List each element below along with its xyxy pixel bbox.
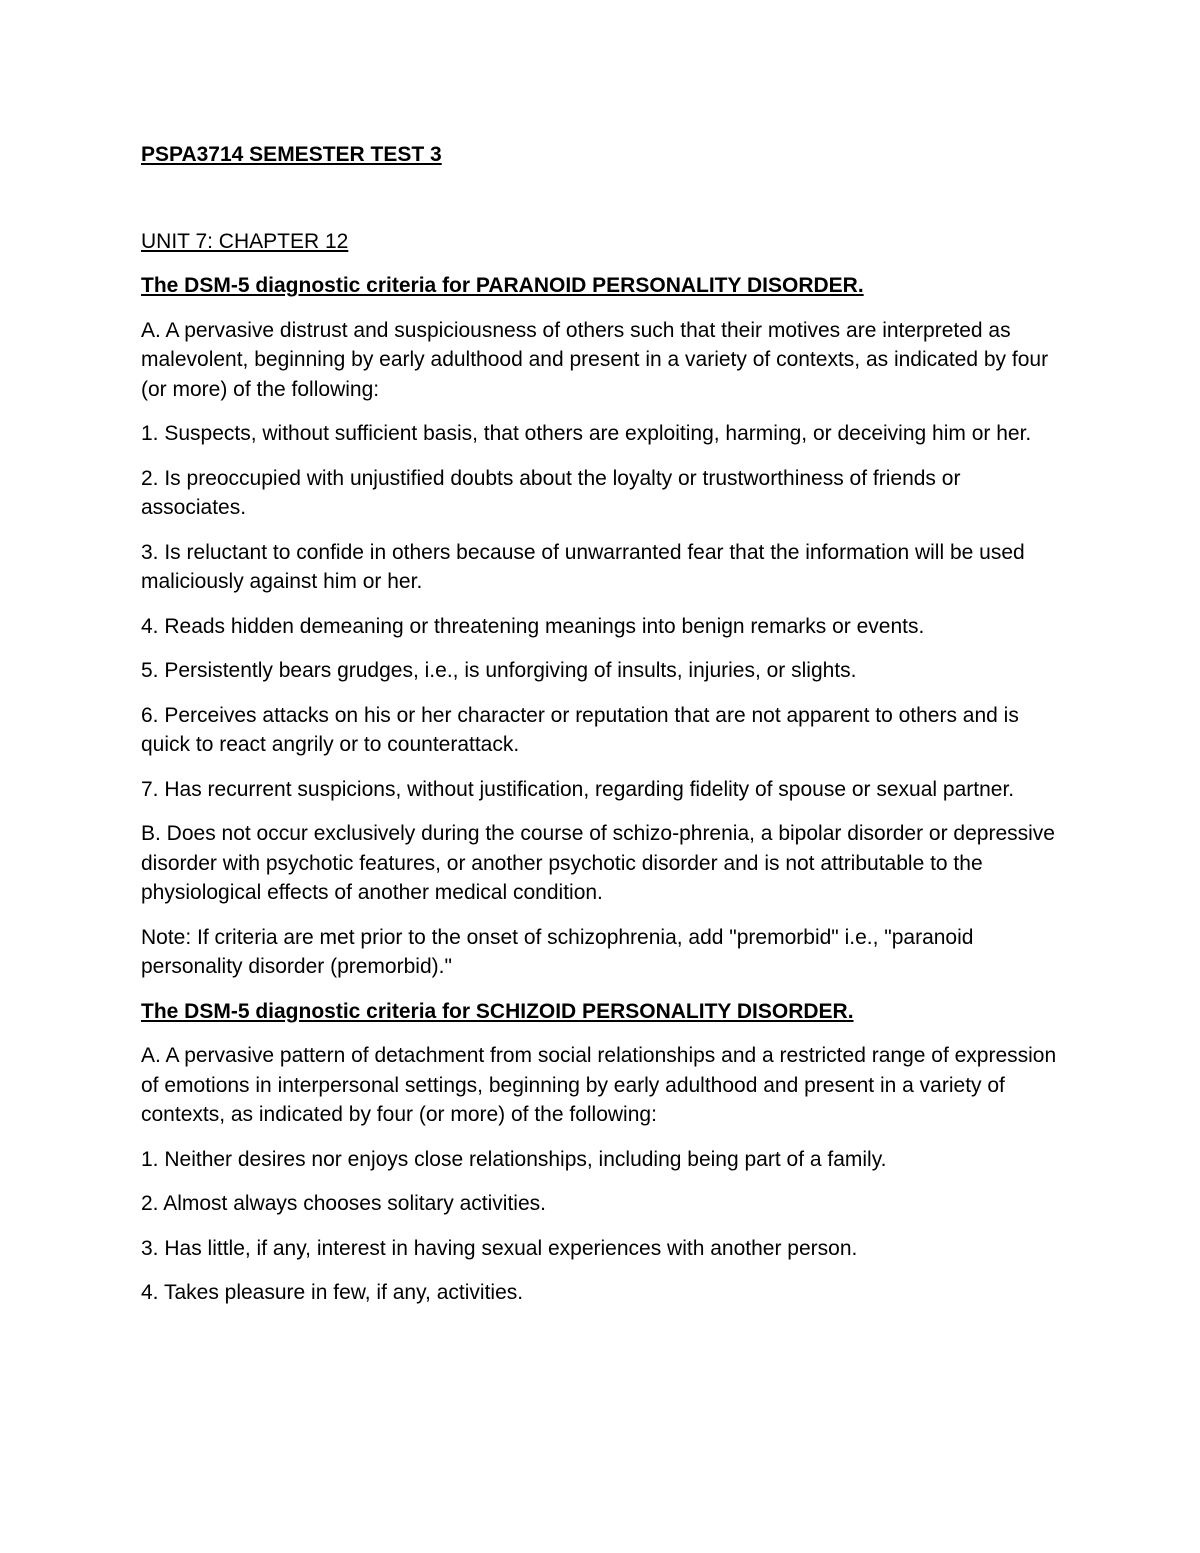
section-heading: The DSM-5 diagnostic criteria for SCHIZOID PERSONALITY DISORDER.: [141, 999, 854, 1023]
section-heading: The DSM-5 diagnostic criteria for PARANOID PERSONALITY DISORDER.: [141, 274, 864, 297]
criterion-item: 2. Almost always chooses solitary activities.: [141, 1192, 546, 1215]
section-schizoid: [141, 997, 1066, 1308]
criterion-b: B. Does not occur exclusively during the course of schizo-phrenia, a bipolar disorder or depressive disorder with psychotic features, or another psychotic disorder and is not attributable to the physiological effects of another medical condition.: [141, 822, 1055, 904]
criterion-item: 3. Has little, if any, interest in having sexual experiences with another person.: [141, 1236, 858, 1260]
criterion-a: A. A pervasive distrust and suspiciousness of others such that their motives are interpreted as malevolent, beginning by early adulthood and present in a variety of contexts, as indicated by four (or more) of the following:: [141, 318, 1049, 401]
criterion-item: 1. Neither desires nor enjoys close relationships, including being part of a family.: [141, 1147, 887, 1171]
document-page: [141, 140, 1066, 1323]
document-title: PSPA3714 SEMESTER TEST 3: [141, 143, 442, 166]
criterion-a: A. A pervasive pattern of detachment from social relationships and a restricted range of expression of emotions in interpersonal settings, beginning by early adulthood and present in a variety of contexts, as indicated by four (or more) of the following:: [141, 1044, 1057, 1126]
criterion-item: 2. Is preoccupied with unjustified doubts about the loyalty or trustworthiness of friends or associates.: [141, 466, 961, 519]
section-paranoid: [141, 271, 1066, 982]
criterion-item: 4. Takes pleasure in few, if any, activities.: [141, 1281, 524, 1304]
criterion-item: 6. Perceives attacks on his or her character or reputation that are not apparent to others and is quick to react angrily or to counterattack.: [141, 703, 1019, 756]
criterion-item: 5. Persistently bears grudges, i.e., is unforgiving of insults, injuries, or slights.: [141, 659, 857, 682]
criterion-item: 7. Has recurrent suspicions, without justification, regarding fidelity of spouse or sexual partner.: [141, 777, 1015, 801]
note: Note: If criteria are met prior to the onset of schizophrenia, add "premorbid" i.e., "paranoid personality disorder (premorbid).": [141, 925, 974, 978]
unit-heading: UNIT 7: CHAPTER 12: [141, 229, 349, 253]
criterion-item: 4. Reads hidden demeaning or threatening meanings into benign remarks or events.: [141, 614, 925, 638]
criterion-item: 1. Suspects, without sufficient basis, that others are exploiting, harming, or deceiving him or her.: [141, 422, 1032, 445]
criterion-item: 3. Is reluctant to confide in others because of unwarranted fear that the information will be used maliciously against him or her.: [141, 540, 1025, 593]
